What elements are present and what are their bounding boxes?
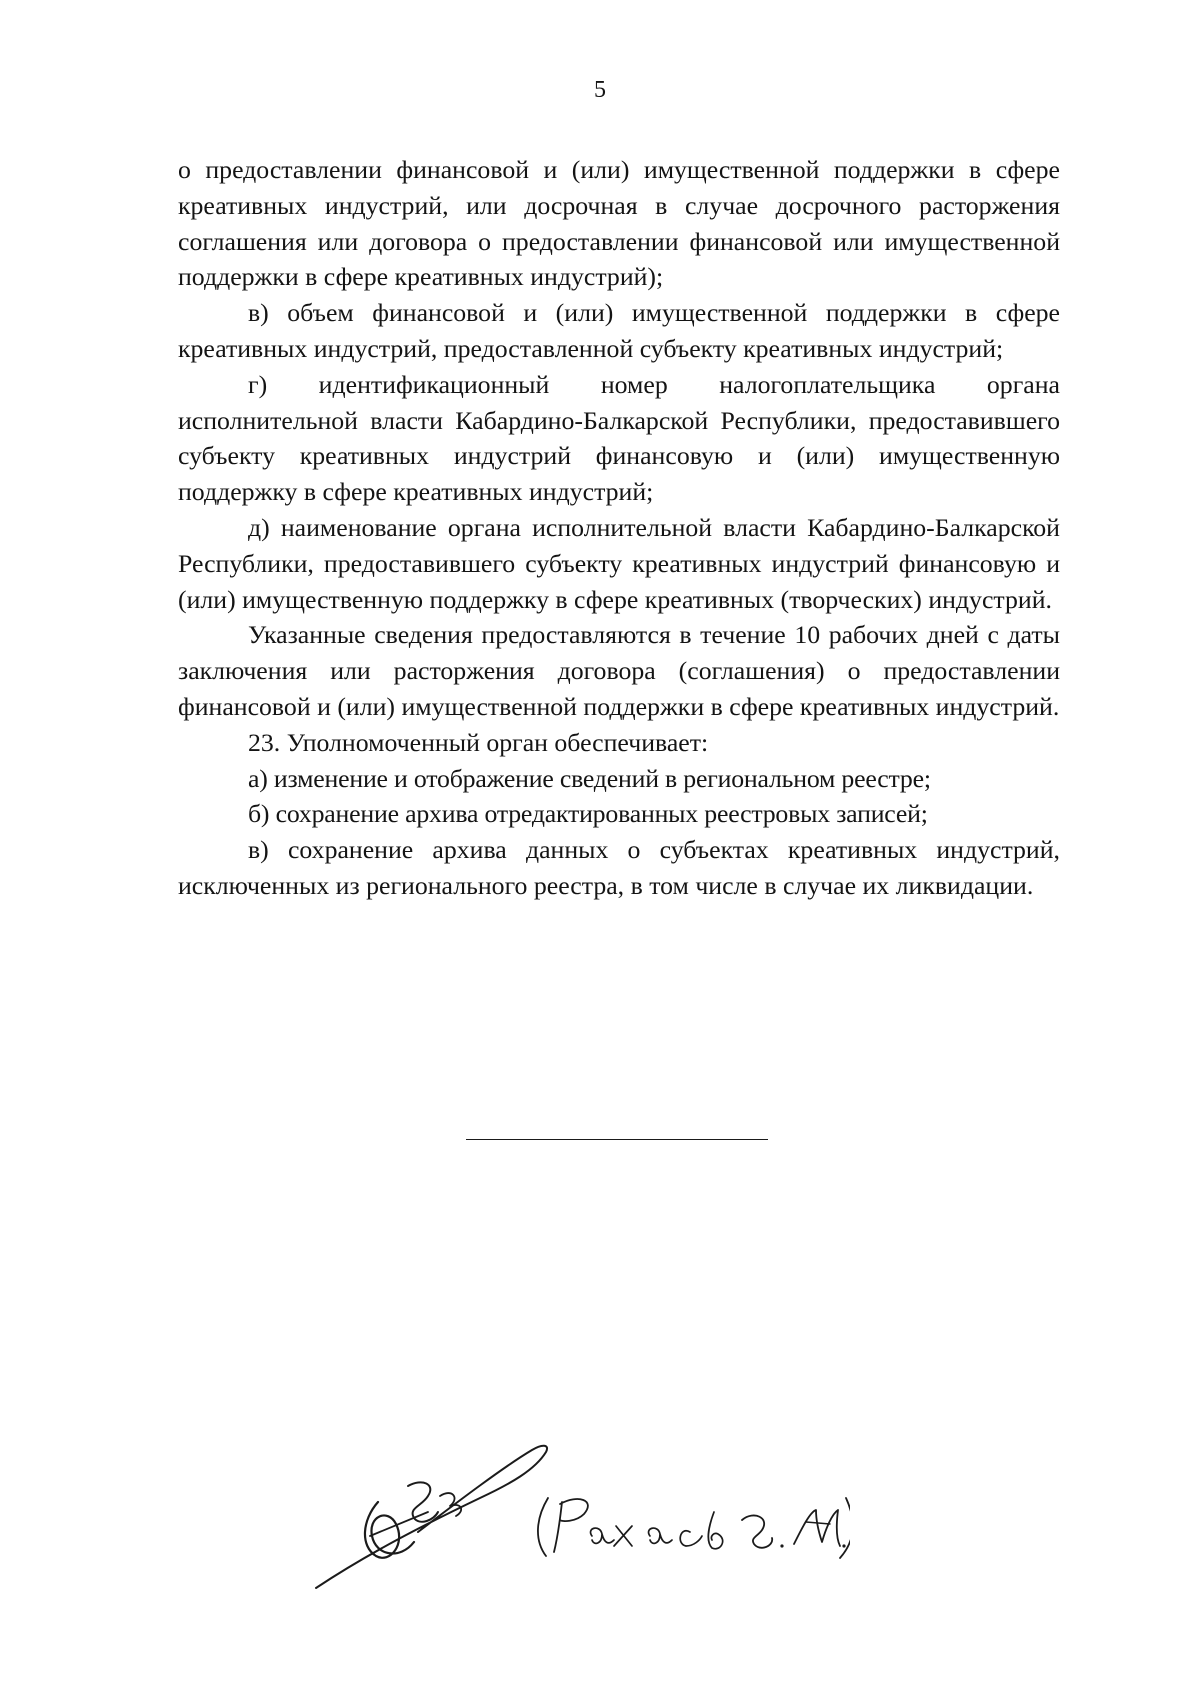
paragraph-item-b: б) сохранение архива отредактированных реестровых записей; [248, 799, 928, 829]
paragraph-item-d: д) наименование органа исполнительной власти Кабардино-Балкарской Республики, предоставившего субъекту креативных индустрий финансовую и (или) имущественную поддержку в сфере креативных (творческих) индустрий. [178, 512, 1060, 614]
page-number: 5 [594, 77, 606, 103]
end-separator-line [466, 1139, 768, 1140]
paragraph-item-v-archive: в) сохранение архива данных о субъектах креативных индустрий, исключенных из регионального реестра, в том числе в случае их ликвидации. [178, 835, 1060, 900]
paragraph-item-a: а) изменение и отображение сведений в региональном реестре; [248, 763, 931, 793]
document-body [178, 152, 1060, 904]
paragraph-clause-23: 23. Уполномоченный орган обеспечивает: [248, 727, 709, 757]
paragraph-deadline: Указанные сведения предоставляются в течение 10 рабочих дней с даты заключения или расторжения договора (соглашения) о предоставлении финансовой и (или) имущественной поддержки в сфере креативных индустрий. [178, 620, 1060, 721]
paragraph-continuation: о предоставлении финансовой и (или) имущественной поддержки в сфере креативных индустрий, или досрочная в случае досрочного расторжения соглашения или договора о предоставлении финансовой или имущественной поддержки в сфере креативных индустрий); [178, 155, 1060, 292]
paragraph-item-g: г) идентификационный номер налогоплательщика органа исполнительной власти Кабардино-Балкарской Республики, предоставившего субъекту креативных индустрий финансовую и (или) имущественную поддержку в сфере креативных индустрий; [178, 369, 1060, 507]
paragraph-item-v: в) объем финансовой и (или) имущественной поддержки в сфере креативных индустрий, предоставленной субъекту креативных индустрий; [178, 298, 1060, 363]
handwritten-signature [310, 1440, 850, 1600]
